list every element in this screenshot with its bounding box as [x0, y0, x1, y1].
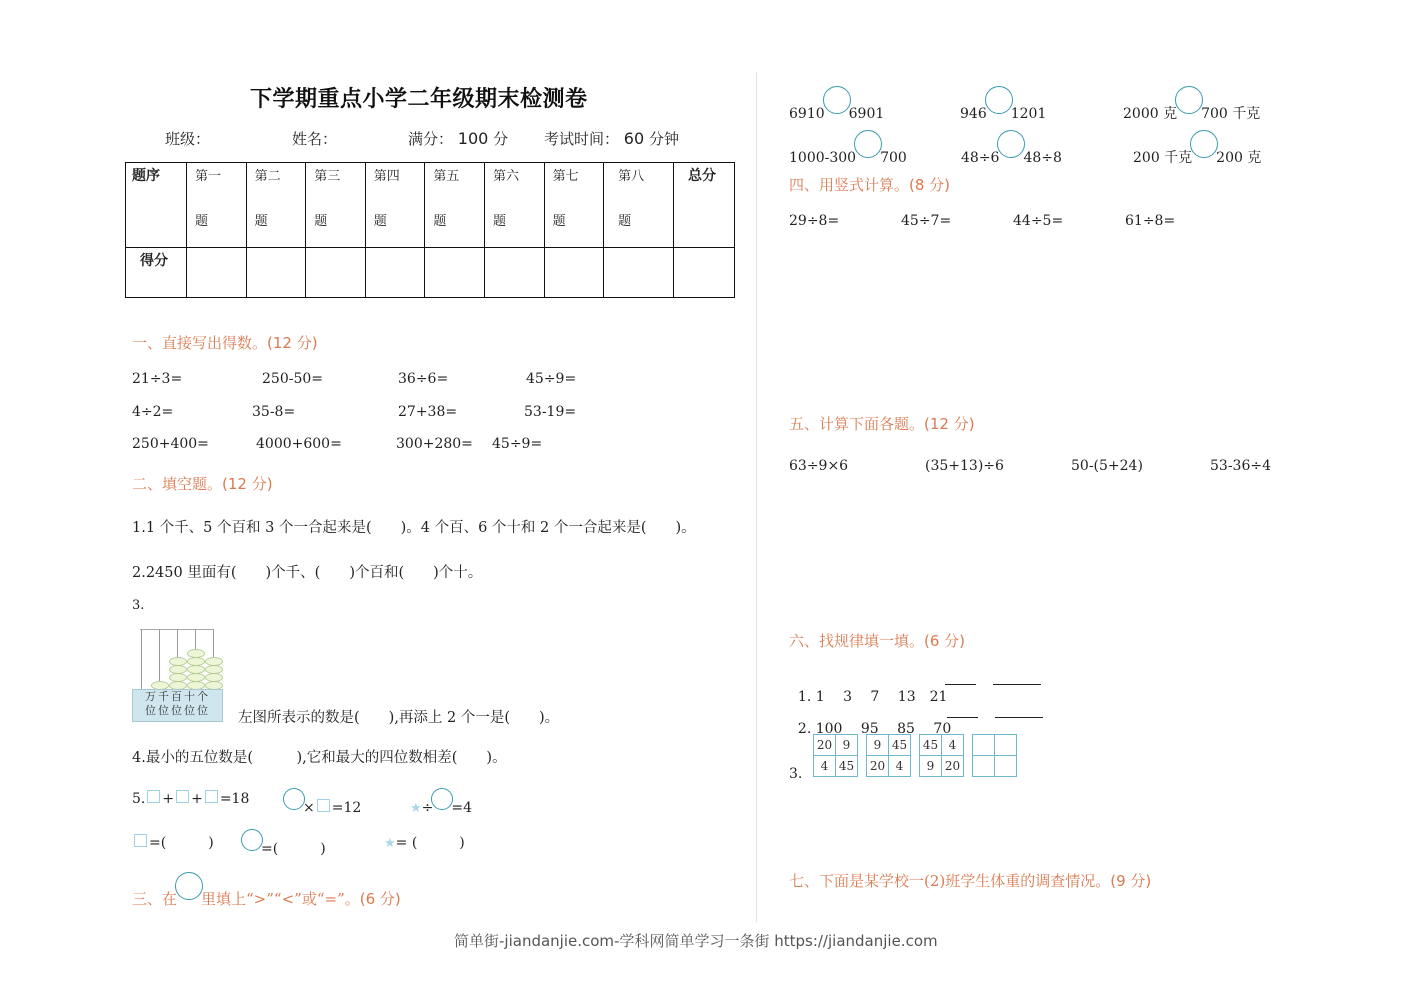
grid-cell: 4	[889, 756, 911, 777]
score-cell[interactable]	[604, 248, 674, 298]
col-label: 第六	[492, 169, 519, 184]
s6-question-1	[789, 670, 947, 706]
section3-title	[132, 872, 401, 909]
grid-answer-cell[interactable]	[995, 735, 1017, 756]
square-icon	[134, 834, 147, 847]
s5-eq: 53-36÷4	[1210, 458, 1271, 474]
col-label-sub: 题	[492, 214, 506, 229]
grid-answer-cell[interactable]	[973, 756, 995, 777]
section1-title	[132, 332, 318, 353]
col-label-total: 总分	[688, 168, 716, 184]
s3-right: 700	[880, 150, 907, 166]
s5-eq: 63÷9×6	[789, 458, 849, 474]
section6-points: (6 分)	[924, 632, 966, 650]
s3-compare	[960, 86, 1046, 122]
s6-q2-blank[interactable]	[947, 705, 978, 718]
score-cell-total[interactable]	[674, 248, 735, 298]
circle-icon[interactable]	[1190, 130, 1218, 158]
number-grid	[919, 734, 964, 777]
s3-right: 6901	[848, 106, 885, 122]
circle-icon[interactable]	[985, 86, 1013, 114]
grid-cell: 20	[814, 735, 836, 756]
col-label: 第一	[195, 169, 222, 184]
grid-cell: 45	[889, 735, 911, 756]
s3-compare	[789, 86, 884, 122]
s1-eq: 45÷9=	[492, 436, 543, 452]
square-icon	[176, 790, 189, 803]
name-label: 姓名：	[292, 130, 338, 148]
s3-left: 946	[960, 106, 987, 122]
circle-icon[interactable]	[997, 130, 1025, 158]
s3-right: 1201	[1010, 106, 1047, 122]
section3-points: (6 分)	[359, 890, 401, 908]
time-value: 60	[623, 129, 645, 148]
s4-eq: 45÷7=	[901, 213, 952, 229]
full-score-value: 100	[457, 129, 489, 148]
score-table-header-row	[126, 163, 735, 248]
score-table	[125, 162, 735, 298]
section5-title-text: 五、计算下面各题。	[789, 415, 925, 433]
s1-eq: 250+400=	[132, 436, 209, 452]
row-label-order: 题序	[132, 168, 160, 184]
circle-icon[interactable]	[1175, 86, 1203, 114]
s2-q5-ans-circle-text: =( )	[261, 841, 326, 857]
number-grid-answer	[972, 734, 1017, 777]
col-label-sub: 题	[552, 214, 566, 229]
score-cell[interactable]	[484, 248, 544, 298]
section2-points: (12 分)	[222, 475, 273, 493]
s3-compare	[1133, 130, 1261, 167]
grid-cell: 4	[814, 756, 836, 777]
score-cell[interactable]	[306, 248, 366, 298]
grid-answer-cell[interactable]	[973, 735, 995, 756]
s4-eq: 61÷8=	[1125, 213, 1176, 229]
grid-cell: 45	[920, 735, 942, 756]
s2-question-5-eq1: 5. + + =18	[132, 791, 250, 807]
class-label: 班级：	[165, 130, 211, 148]
section3-title-pre: 三、在	[132, 890, 178, 908]
s2-q5-ans-star-text: = ( )	[395, 835, 465, 851]
circle-icon[interactable]	[854, 130, 882, 158]
s2-question-4: 4.最小的五位数是( ),它和最大的四位数相差( )。	[132, 750, 507, 766]
grid-cell: 45	[836, 756, 858, 777]
col-label: 第五	[433, 169, 460, 184]
col-label-sub: 题	[195, 214, 209, 229]
s2-question-5-eq3	[410, 788, 472, 816]
full-score	[408, 128, 508, 149]
s2-question-2: 2.2450 里面有( )个千、( )个百和( )个十。	[132, 565, 483, 581]
circle-icon	[241, 829, 263, 851]
s1-eq: 300+280=	[396, 436, 473, 452]
full-score-label: 满分：	[408, 130, 454, 148]
s6-grid-group	[813, 734, 1025, 777]
s2-q5-eq3-end: =4	[451, 800, 473, 816]
circle-icon[interactable]	[823, 86, 851, 114]
section5-points: (12 分)	[924, 415, 975, 433]
grid-cell: 9	[836, 735, 858, 756]
s3-compare	[789, 130, 907, 166]
section4-title	[789, 174, 950, 195]
s1-eq: 53-19=	[524, 404, 577, 420]
col-label-sub: 题	[254, 214, 268, 229]
section4-points: (8 分)	[909, 176, 951, 194]
s1-eq: 27+38=	[398, 404, 458, 420]
abacus-labels-top: 万千百十个	[145, 690, 210, 703]
section1-points: (12 分)	[267, 334, 318, 352]
s3-compare	[1123, 86, 1260, 123]
star-icon: ★	[410, 801, 422, 816]
section7-title	[789, 870, 1151, 891]
s6-q1-blank[interactable]	[993, 672, 1041, 685]
s3-left: 1000-300	[789, 150, 857, 166]
col-label: 第三	[314, 169, 341, 184]
s2-question-1: 1.1 个千、5 个百和 3 个一合起来是( )。4 个百、6 个十和 2 个一合起来是( )。	[132, 520, 696, 536]
section5-title	[789, 413, 975, 434]
s2-q5-eq2-end: =12	[331, 800, 362, 816]
abacus-labels-bottom: 位位位位位	[145, 704, 210, 717]
section3-title-post: 里填上“>”“<”或“=”。	[201, 890, 360, 908]
square-icon	[317, 799, 330, 812]
s3-right: 48÷8	[1023, 150, 1062, 166]
s2-q5-answer-circle	[243, 829, 326, 858]
time-unit: 分钟	[648, 130, 679, 148]
column-divider	[756, 72, 757, 922]
s2-question-5-eq2	[285, 788, 361, 816]
s4-eq: 29÷8=	[789, 213, 840, 229]
col-label: 第七	[552, 169, 579, 184]
star-icon: ★	[384, 836, 396, 851]
section1-title-text: 一、直接写出得数。	[132, 334, 268, 352]
s3-compare	[961, 130, 1062, 166]
section4-title-text: 四、用竖式计算。	[789, 176, 910, 194]
s6-question-2	[789, 702, 951, 738]
col-label: 第八	[618, 169, 645, 184]
section2-title	[132, 473, 273, 494]
s6-q2-blank[interactable]	[995, 705, 1043, 718]
s2-q5-ans-box-text: =( )	[149, 835, 214, 851]
section6-title	[789, 630, 965, 651]
abacus-place-labels	[132, 689, 223, 722]
section7-title-text: 七、下面是某学校一(2)班学生体重的调查情况。	[789, 872, 1111, 890]
s6-q2-sequence: 2. 100 95 85 70	[797, 721, 952, 737]
grid-cell: 9	[920, 756, 942, 777]
s1-eq: 4÷2=	[132, 404, 174, 420]
score-cell[interactable]	[544, 248, 604, 298]
abacus-image	[132, 627, 222, 721]
number-grid	[813, 734, 858, 777]
s6-q1-blank[interactable]	[945, 672, 976, 685]
score-cell[interactable]	[365, 248, 425, 298]
s5-eq: 50-(5+24)	[1071, 458, 1143, 474]
score-cell[interactable]	[246, 248, 306, 298]
grid-cell: 9	[867, 735, 889, 756]
time-label: 考试时间：	[544, 130, 620, 148]
col-label-sub: 题	[314, 214, 328, 229]
s1-eq: 4000+600=	[256, 436, 342, 452]
s2-q5-eq3-op: ÷	[421, 800, 434, 816]
col-label-sub: 题	[618, 214, 632, 229]
circle-icon	[175, 872, 203, 900]
section7-points: (9 分)	[1110, 872, 1152, 890]
s2-q5-num: 5.	[132, 791, 146, 807]
s6-question-3-num: 3.	[789, 766, 803, 782]
s5-eq: (35+13)÷6	[925, 458, 1004, 474]
s3-left: 2000 克	[1123, 106, 1178, 122]
s4-eq: 44÷5=	[1013, 213, 1064, 229]
s2-q5-eq1-end: =18	[219, 791, 250, 807]
square-icon	[147, 790, 160, 803]
s1-eq: 36÷6=	[398, 371, 449, 387]
s2-question-3-num: 3.	[132, 598, 145, 613]
s3-left: 6910	[789, 106, 825, 122]
score-table-score-row	[126, 248, 735, 298]
col-label: 第二	[254, 169, 281, 184]
score-cell[interactable]	[425, 248, 485, 298]
score-cell[interactable]	[187, 248, 247, 298]
grid-cell: 20	[867, 756, 889, 777]
page-title: 下学期重点小学二年级期末检测卷	[250, 87, 588, 112]
s1-eq: 45÷9=	[526, 371, 577, 387]
square-icon	[205, 790, 218, 803]
grid-answer-cell[interactable]	[995, 756, 1017, 777]
s2-q5-answer-box	[132, 832, 214, 852]
grid-cell: 20	[942, 756, 964, 777]
s1-eq: 35-8=	[252, 404, 296, 420]
s3-right: 200 克	[1216, 150, 1262, 166]
footer-watermark: 简单街-jiandanjie.com-学科网简单学习一条街 https://jiandanjie.com	[454, 932, 938, 950]
col-label-sub: 题	[373, 214, 387, 229]
s3-left: 200 千克	[1133, 150, 1193, 166]
full-score-unit: 分	[493, 130, 509, 148]
section2-title-text: 二、填空题。	[132, 475, 223, 493]
s2-q5-eq2-op: ×	[303, 800, 315, 816]
number-grid	[866, 734, 911, 777]
col-label: 第四	[373, 169, 400, 184]
grid-cell: 4	[942, 735, 964, 756]
s1-eq: 21÷3=	[132, 371, 183, 387]
s3-right: 700 千克	[1201, 106, 1261, 122]
circle-icon	[283, 788, 305, 810]
row-label-score: 得分	[140, 253, 168, 269]
s6-q1-sequence: 1. 1 3 7 13 21	[797, 689, 948, 705]
section6-title-text: 六、找规律填一填。	[789, 632, 925, 650]
s3-left: 48÷6	[961, 150, 1000, 166]
exam-time	[544, 128, 679, 149]
s1-eq: 250-50=	[262, 371, 323, 387]
s2-q5-answer-star	[384, 832, 465, 852]
col-label-sub: 题	[433, 214, 447, 229]
s2-question-3: 左图所表示的数是( ),再添上 2 个一是( )。	[238, 710, 560, 726]
